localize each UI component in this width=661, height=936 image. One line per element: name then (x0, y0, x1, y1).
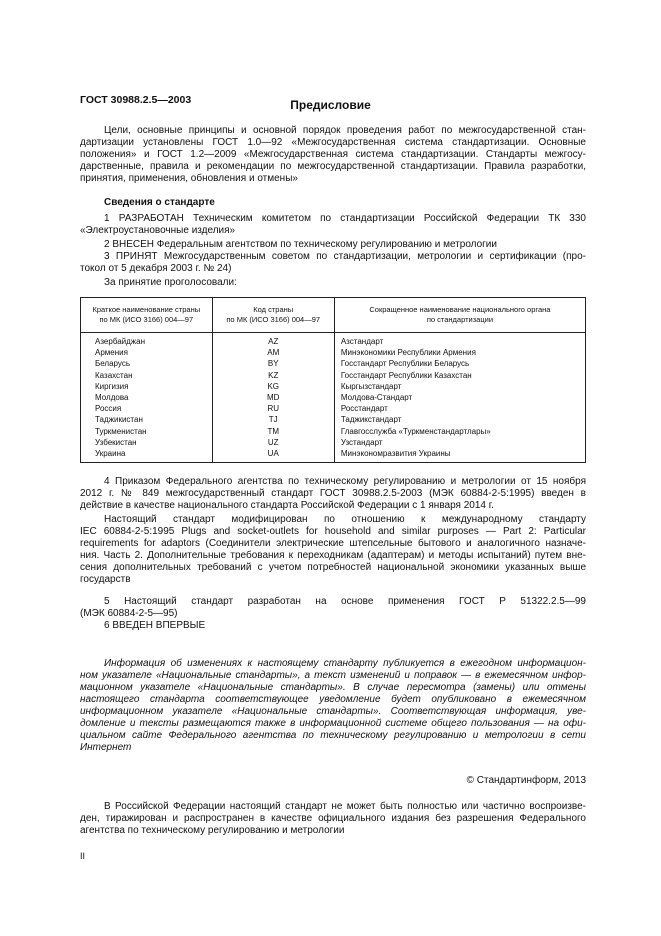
standards-body: Кыргызстандарт (334, 381, 585, 392)
intro-line: принятия, применения, обновления и отмены» (80, 173, 298, 184)
column-header-line: по стандартизации (426, 315, 494, 324)
info-item-line: 6 ВВЕДЕН ВПЕРВЫЕ (104, 620, 206, 631)
column-header (334, 298, 585, 333)
intro-line: положения» и ГОСТ 1.2—2009 «Межгосударственная система стандартизации. Стандарты межгосу- (80, 149, 586, 160)
country-name: Киргизия (81, 381, 213, 392)
country-name: Узбекистан (81, 437, 213, 448)
column-header-line: по МК (ИСО 3166) 004—97 (99, 315, 194, 324)
table-row (81, 392, 586, 403)
country-code: KG (212, 381, 334, 392)
table-row (81, 437, 586, 448)
standards-body: Госстандарт Республики Беларусь (334, 358, 585, 369)
info-item-line: действие в качестве национального стандарта Российской Федерации с 1 января 2014 г. (80, 500, 494, 511)
country-name: Украина (81, 448, 213, 463)
notice-line: мационном указателе «Национальные стандарты». В случае пересмотра (замены) или отмены (80, 682, 586, 693)
voting-table (80, 297, 586, 463)
country-name: Россия (81, 403, 213, 414)
standards-body: Молдова-Стандарт (334, 392, 585, 403)
standards-body: Азстандарт (334, 333, 585, 348)
country-name: Казахстан (81, 370, 213, 381)
table-row (81, 347, 586, 358)
info-item-line: 2012 г. № 849 межгосударственный стандарт ГОСТ 30988.2.5-2003 (МЭК 60884-2-5:1995) введен в (80, 488, 586, 499)
info-item-line: IEC 60884-2-5:1995 Plugs and socket-outlets for household and similar purposes — Part 2: Particular (80, 526, 586, 537)
table-row (81, 403, 586, 414)
column-header-line: по МК (ИСО 3166) 004—97 (226, 315, 321, 324)
info-item-line: Настоящий стандарт модифицирован по отношению к международному стандарту (104, 514, 586, 525)
page-title: Предисловие (290, 98, 371, 112)
info-item-line: requirements for adaptors (Соединители электрические штепсельные бытового и аналогичного назначе- (80, 538, 586, 549)
table-row (81, 426, 586, 437)
section-heading: Сведения о стандарте (104, 197, 215, 208)
country-code: RU (212, 403, 334, 414)
info-item-line: ния. Часть 2. Дополнительные требования к переходникам (адаптерам) и методы испытаний) путем вне- (80, 550, 586, 561)
country-code: BY (212, 358, 334, 369)
info-item-line: сения дополнительных требований с учетом потребностей национальной экономики указанных выше (80, 562, 586, 573)
table-row (81, 414, 586, 425)
standards-body: Главгосслужба «Туркменстандартлары» (334, 426, 585, 437)
intro-line: Цели, основные принципы и основной порядок проведения работ по межгосударственной стан- (104, 125, 586, 136)
country-code: TJ (212, 414, 334, 425)
standards-body: Узстандарт (334, 437, 585, 448)
country-code: UA (212, 448, 334, 463)
rights-line: агентства по техническому регулированию и метрологии (80, 825, 345, 836)
standards-body: Минэкономразвития Украины (334, 448, 585, 463)
column-header-line: Код страны (253, 305, 294, 314)
country-code: TM (212, 426, 334, 437)
copyright: © Стандартинформ, 2013 (466, 775, 586, 786)
country-code: UZ (212, 437, 334, 448)
notice-line: домление и тексты размещаются также в информационной системе общего пользования — на офи- (80, 718, 586, 729)
country-code: AZ (212, 333, 334, 348)
rights-line: В Российской Федерации настоящий стандарт не может быть полностью или частично воспроизве- (104, 801, 586, 812)
notice-line: информационном указателе «Национальные стандарты». Соответствующая информация, уве- (80, 706, 586, 717)
country-code: AM (212, 347, 334, 358)
column-header (212, 298, 334, 333)
column-header-line: Краткое наименование страны (92, 305, 201, 314)
table-row (81, 381, 586, 392)
notice-line: циальном сайте Федерального агентства по техническому регулированию и метрологии в сети (80, 730, 586, 741)
table-row (81, 448, 586, 463)
standards-body: Таджикстандарт (334, 414, 585, 425)
document-header: ГОСТ 30988.2.5—2003 (80, 94, 192, 106)
standards-body: Минэкономики Республики Армения (334, 347, 585, 358)
info-item-line: государств (80, 574, 131, 585)
info-item-line: За принятие проголосовали: (104, 277, 237, 288)
table-row (81, 333, 586, 348)
notice-line: настоящего стандарта соответствующее уведомление будет опубликовано в ежемесячном (80, 694, 586, 705)
country-name: Армения (81, 347, 213, 358)
country-name: Беларусь (81, 358, 213, 369)
country-code: MD (212, 392, 334, 403)
country-name: Туркменистан (81, 426, 213, 437)
notice-line: Интернет (80, 742, 132, 753)
info-item-line: 5 Настоящий стандарт разработан на основе применения ГОСТ Р 51322.2.5—99 (104, 596, 586, 607)
info-item-line: «Электроустановочные изделия» (80, 225, 236, 236)
country-name: Молдова (81, 392, 213, 403)
info-item-line: 4 Приказом Федерального агентства по техническому регулированию и метрологии от 15 ноября (104, 476, 586, 487)
info-item-line: 1 РАЗРАБОТАН Техническим комитетом по стандартизации Российской Федерации ТК 330 (104, 213, 586, 224)
standards-body: Росстандарт (334, 403, 585, 414)
info-item-line: (МЭК 60884-2-5—95) (80, 608, 178, 619)
intro-line: дарственные, правила и рекомендации по межгосударственной стандартизации. Правила разработки, (80, 161, 586, 172)
country-name: Таджикистан (81, 414, 213, 425)
table-row (81, 358, 586, 369)
standards-body: Госстандарт Республики Казахстан (334, 370, 585, 381)
country-name: Азербайджан (81, 333, 213, 348)
info-item-line: 2 ВНЕСЕН Федеральным агентством по техническому регулированию и метрологии (104, 239, 497, 250)
intro-line: дартизации установлены ГОСТ 1.0—92 «Межгосударственная система стандартизации. Основные (80, 137, 586, 148)
column-header-line: Сокращенное наименование национального органа (369, 305, 551, 314)
country-code: KZ (212, 370, 334, 381)
notice-line: Информация об изменениях к настоящему стандарту публикуется в ежегодном информацион- (104, 658, 586, 669)
info-item-line: токол от 5 декабря 2003 г. № 24) (80, 263, 232, 274)
column-header (81, 298, 213, 333)
notice-line: ном указателе «Национальные стандарты», а текст изменений и поправок — в ежемесячном инфор- (80, 670, 586, 681)
table-header-row (81, 298, 586, 333)
table-row (81, 370, 586, 381)
page-number: II (80, 851, 86, 861)
rights-line: ден, тиражирован и распространен в качестве официального издания без разрешения Федерального (80, 813, 586, 824)
info-item-line: 3 ПРИНЯТ Межгосударственным советом по стандартизации, метрологии и сертификации (про- (104, 251, 586, 262)
